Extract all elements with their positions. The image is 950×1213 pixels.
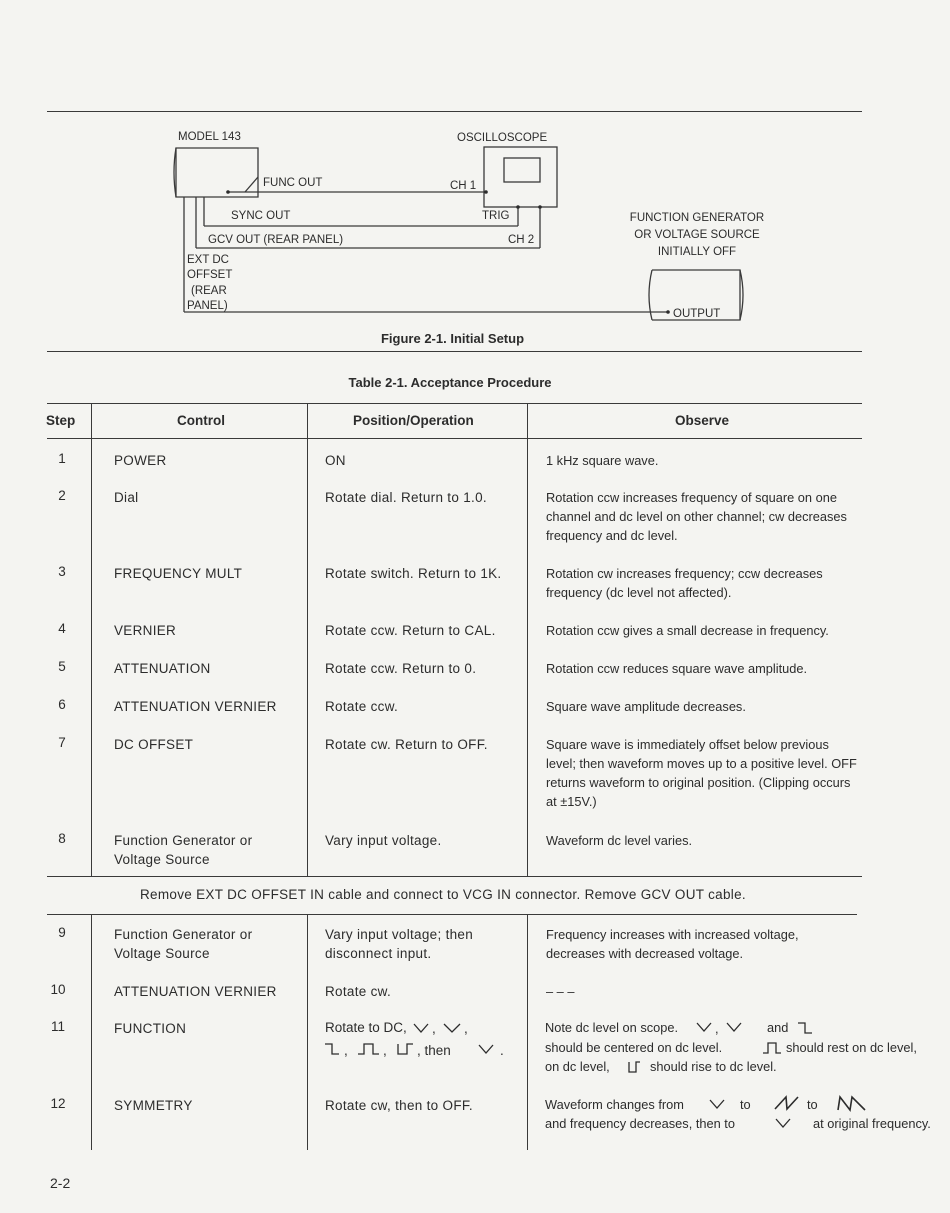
triangle-wave-icon xyxy=(776,1119,790,1127)
triangle-wave-icon xyxy=(479,1045,493,1053)
position-8: Vary input voltage. xyxy=(325,833,442,848)
ext-dc-line-4: PANEL) xyxy=(187,300,228,312)
control-11: FUNCTION xyxy=(114,1021,187,1036)
gcv-out-label: GCV OUT (REAR PANEL) xyxy=(208,234,344,246)
figure-caption: Figure 2-1. Initial Setup xyxy=(380,331,525,346)
step-7: 7 xyxy=(58,735,66,750)
svg-text:Rotate to DC,: Rotate to DC, xyxy=(325,1020,407,1035)
source-line-1: FUNCTION GENERATOR xyxy=(629,212,765,224)
position-5: Rotate ccw. Return to 0. xyxy=(325,661,477,676)
header-control: Control xyxy=(177,413,225,428)
control-8: Function Generator or Voltage Source xyxy=(114,833,253,867)
ramp-wave-icon xyxy=(838,1097,865,1110)
position-6: Rotate ccw. xyxy=(325,699,399,714)
position-11 xyxy=(320,1016,525,1062)
ext-dc-line-1: EXT DC xyxy=(187,254,229,266)
svg-text:should rest on dc level,: should rest on dc level, xyxy=(786,1040,917,1055)
svg-text:on dc level,: on dc level, xyxy=(545,1059,610,1074)
setup-diagram xyxy=(0,120,950,330)
svg-text:Note dc level on scope.: Note dc level on scope. xyxy=(545,1020,679,1035)
col-divider-3 xyxy=(527,403,528,876)
svg-text:.: . xyxy=(500,1043,504,1058)
observe-7: Square wave is immediately offset below previous level; then waveform moves up to a positive level. OFF returns waveform to original position. (Clipping occurs at ±15V.) xyxy=(546,737,857,809)
table2-top-rule xyxy=(47,914,857,915)
step-5: 5 xyxy=(58,659,66,674)
model-143-box xyxy=(176,148,258,197)
square-wave-icon xyxy=(763,1043,781,1053)
ext-dc-line-3: (REAR xyxy=(191,285,227,297)
observe-11 xyxy=(540,1016,917,1078)
position-9: Vary input voltage; then disconnect input. xyxy=(325,927,474,961)
control-2: Dial xyxy=(114,490,139,505)
top-rule xyxy=(47,111,862,112)
step-3: 3 xyxy=(58,564,66,579)
col-divider-1 xyxy=(91,403,92,876)
step-10: 10 xyxy=(50,982,66,997)
triangle-wave-icon xyxy=(727,1023,741,1031)
position-1: ON xyxy=(325,453,346,468)
source-line-3: INITIALLY OFF xyxy=(657,246,737,258)
ch2-label: CH 2 xyxy=(508,234,535,246)
svg-text:and frequency decreases, then: and frequency decreases, then to xyxy=(545,1116,735,1131)
header-position: Position/Operation xyxy=(353,413,474,428)
inverted-square-wave-icon xyxy=(629,1062,640,1072)
sawtooth-wave-icon xyxy=(775,1097,798,1109)
control-5: ATTENUATION xyxy=(114,661,211,676)
svg-text:to: to xyxy=(740,1097,751,1112)
svg-text:,: , xyxy=(383,1043,387,1058)
step-6: 6 xyxy=(58,697,66,712)
control-1: POWER xyxy=(114,453,167,468)
position-3: Rotate switch. Return to 1K. xyxy=(325,566,502,581)
triangle-wave-icon xyxy=(697,1023,711,1031)
svg-text:should be centered on dc level: should be centered on dc level. xyxy=(545,1040,723,1055)
step-11: 11 xyxy=(50,1019,65,1034)
control-10: ATTENUATION VERNIER xyxy=(114,984,277,999)
svg-text:,: , xyxy=(344,1043,348,1058)
col2-divider-1 xyxy=(91,914,92,1150)
svg-text:, then: , then xyxy=(417,1043,451,1058)
page-number: 2-2 xyxy=(50,1175,71,1191)
svg-text:at original frequency.: at original frequency. xyxy=(813,1116,931,1131)
table-caption: Table 2-1. Acceptance Procedure xyxy=(348,375,552,390)
observe-2: Rotation ccw increases frequency of square on one channel and dc level on other channel; cw decreases frequency and dc level. xyxy=(546,490,847,543)
col2-divider-2 xyxy=(307,914,308,1150)
position-12: Rotate cw, then to OFF. xyxy=(325,1098,473,1113)
observe-9: Frequency increases with increased voltage, decreases with decreased voltage. xyxy=(546,927,799,961)
trig-label: TRIG xyxy=(482,210,510,222)
negative-pulse-icon xyxy=(798,1023,812,1033)
svg-text:and: and xyxy=(767,1020,789,1035)
svg-text:,: , xyxy=(432,1021,436,1036)
header-rule xyxy=(47,438,862,439)
observe-8: Waveform dc level varies. xyxy=(546,833,693,848)
svg-text:should rise to dc level.: should rise to dc level. xyxy=(650,1059,777,1074)
col-divider-2 xyxy=(307,403,308,876)
observe-5: Rotation ccw reduces square wave amplitude. xyxy=(546,661,808,676)
observe-3: Rotation cw increases frequency; ccw decreases frequency (dc level not affected). xyxy=(546,566,823,600)
ext-dc-line-2: OFFSET xyxy=(187,269,233,281)
observe-10: – – – xyxy=(546,984,575,999)
step-12: 12 xyxy=(50,1096,66,1111)
header-observe: Observe xyxy=(675,413,730,428)
inverted-square-wave-icon xyxy=(398,1044,413,1054)
control-4: VERNIER xyxy=(114,623,177,638)
step-2: 2 xyxy=(58,488,66,503)
square-wave-icon xyxy=(358,1044,379,1054)
svg-text:,: , xyxy=(464,1021,468,1036)
ch1-label: CH 1 xyxy=(450,180,477,192)
step-1: 1 xyxy=(58,451,66,466)
control-12: SYMMETRY xyxy=(114,1098,193,1113)
observe-4: Rotation ccw gives a small decrease in frequency. xyxy=(546,623,829,638)
output-label: OUTPUT xyxy=(673,308,721,320)
svg-text:,: , xyxy=(715,1021,719,1036)
table1-bottom-rule xyxy=(47,876,862,877)
position-7: Rotate cw. Return to OFF. xyxy=(325,737,488,752)
triangle-wave-icon xyxy=(444,1024,460,1032)
step-4: 4 xyxy=(58,621,66,636)
position-2: Rotate dial. Return to 1.0. xyxy=(325,490,487,505)
observe-12 xyxy=(540,1092,931,1154)
oscilloscope-screen xyxy=(504,158,540,182)
svg-text:Waveform changes from: Waveform changes from xyxy=(545,1097,684,1112)
triangle-wave-icon xyxy=(710,1100,724,1108)
table-top-rule xyxy=(47,403,862,404)
position-10: Rotate cw. xyxy=(325,984,392,999)
control-9: Function Generator or Voltage Source xyxy=(114,927,253,961)
model-label: MODEL 143 xyxy=(178,131,241,143)
header-step: Step xyxy=(46,413,76,428)
observe-6: Square wave amplitude decreases. xyxy=(546,699,746,714)
sync-out-label: SYNC OUT xyxy=(231,210,291,222)
oscilloscope-box xyxy=(484,147,557,207)
control-7: DC OFFSET xyxy=(114,737,194,752)
negative-pulse-icon xyxy=(325,1044,339,1054)
func-out-label: FUNC OUT xyxy=(263,177,323,189)
position-4: Rotate ccw. Return to CAL. xyxy=(325,623,496,638)
figure-rule xyxy=(47,351,862,352)
col2-divider-3 xyxy=(527,914,528,1150)
oscilloscope-label: OSCILLOSCOPE xyxy=(457,132,548,144)
step-8: 8 xyxy=(58,831,66,846)
note-row: Remove EXT DC OFFSET IN cable and connect to VCG IN connector. Remove GCV OUT cable. xyxy=(140,887,746,902)
step-9: 9 xyxy=(58,925,66,940)
source-line-2: OR VOLTAGE SOURCE xyxy=(634,229,760,241)
svg-text:to: to xyxy=(807,1097,818,1112)
control-6: ATTENUATION VERNIER xyxy=(114,699,277,714)
triangle-wave-icon xyxy=(414,1024,428,1032)
observe-1: 1 kHz square wave. xyxy=(546,453,659,468)
control-3: FREQUENCY MULT xyxy=(114,566,243,581)
